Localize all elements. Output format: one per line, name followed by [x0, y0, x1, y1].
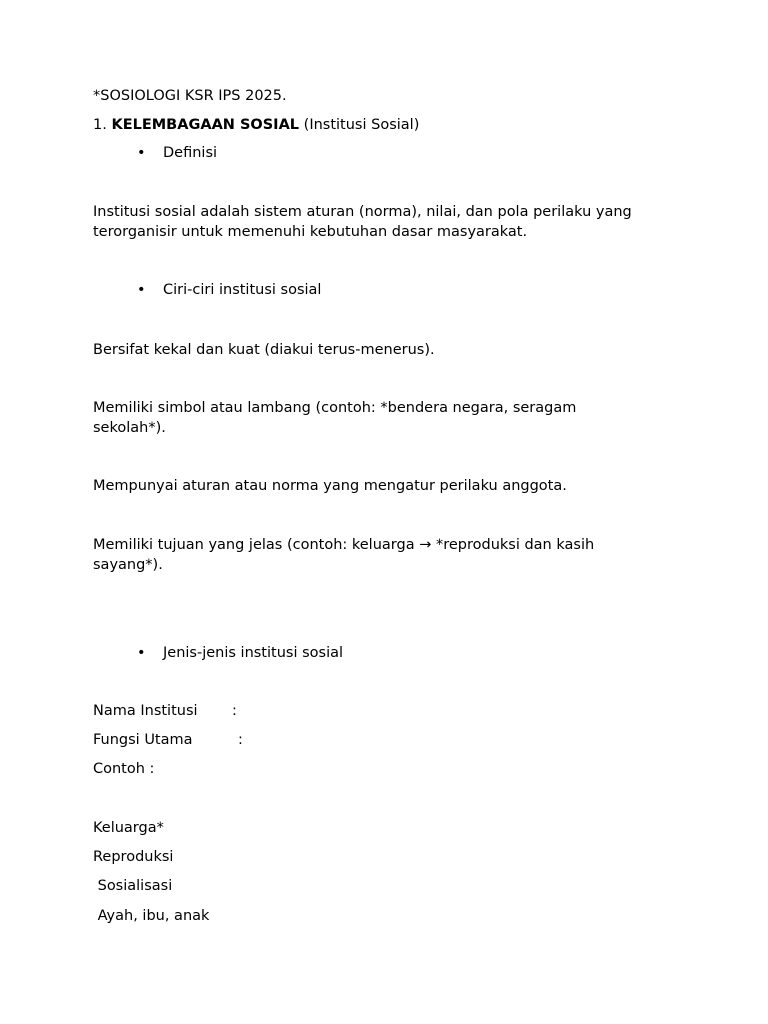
bullet-ciri — [137, 280, 321, 300]
section-number: 1. — [93, 117, 107, 133]
section-title-rest: (Institusi Sosial) — [303, 117, 420, 133]
entry-keluarga: Keluarga* — [93, 820, 164, 836]
field-fungsi-utama — [93, 730, 243, 750]
field-nama-colon: : — [232, 703, 237, 719]
field-nama-label: Nama Institusi — [93, 703, 198, 719]
bullet-definisi-label: Definisi — [163, 145, 218, 161]
definisi-paragraph-line1: Institusi sosial adalah sistem aturan (norma), nilai, dan pola perilaku yang — [93, 204, 632, 220]
section-title-bold: KELEMBAGAAN SOSIAL — [111, 117, 300, 133]
bullet-icon: • — [137, 645, 146, 661]
entry-anggota: Ayah, ibu, anak — [93, 908, 210, 924]
field-fungsi-colon: : — [238, 732, 243, 748]
entry-sosialisasi: Sosialisasi — [93, 878, 173, 894]
ciri-item-4-line1: Memiliki tujuan yang jelas (contoh: keluarga → *reproduksi dan kasih — [93, 537, 595, 553]
field-fungsi-label: Fungsi Utama — [93, 732, 193, 748]
ciri-item-4-line2: sayang*). — [93, 557, 163, 573]
section-heading — [93, 115, 419, 135]
ciri-item-2-line2: sekolah*). — [93, 420, 166, 436]
definisi-paragraph-line2: terorganisir untuk memenuhi kebutuhan dasar masyarakat. — [93, 224, 528, 240]
bullet-ciri-label: Ciri-ciri institusi sosial — [163, 282, 322, 298]
bullet-jenis-label: Jenis-jenis institusi sosial — [163, 645, 344, 661]
document-header: *SOSIOLOGI KSR IPS 2025. — [93, 88, 287, 104]
bullet-jenis — [137, 643, 343, 663]
ciri-item-3: Mempunyai aturan atau norma yang mengatur perilaku anggota. — [93, 478, 567, 494]
field-nama-institusi — [93, 701, 237, 721]
entry-reproduksi: Reproduksi — [93, 849, 174, 865]
ciri-item-2-line1: Memiliki simbol atau lambang (contoh: *bendera negara, seragam — [93, 400, 577, 416]
bullet-definisi — [137, 143, 217, 163]
bullet-icon: • — [137, 145, 146, 161]
field-contoh: Contoh : — [93, 761, 155, 777]
bullet-icon: • — [137, 282, 146, 298]
ciri-item-1: Bersifat kekal dan kuat (diakui terus-menerus). — [93, 342, 435, 358]
